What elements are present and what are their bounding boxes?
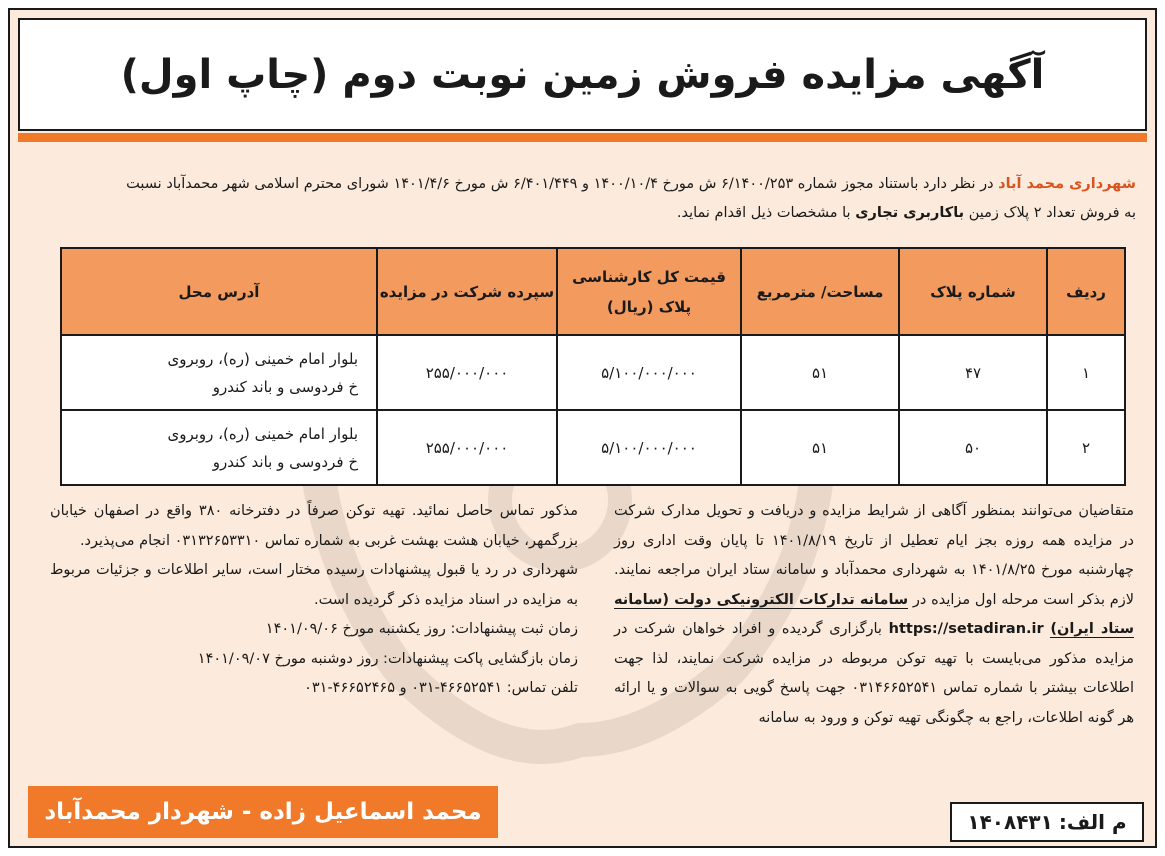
conditions-text-1: متقاضیان می‌توانند بمنظور آگاهی از شرایط مزایده و دریافت و تحویل مدارک شرکت در مزایده همه روزه بجز ایام تعطیل از تاریخ ۱۴۰۱/۸/۱۹ تا پایان وقت اداری روز چهارشنبه مورخ ۱۴۰۱/۸/۲۵ به شهرداری محمدآباد و سامانه ستاد ایران مراجعه نمایند. لازم بذکر است مرحله اول مزایده در xyxy=(614,503,1134,608)
land-table xyxy=(60,247,1126,486)
reference-label: م الف: xyxy=(1058,810,1127,834)
intro-line-1-text: در نظر دارد باستناد مجوز شماره ۶/۱۴۰۰/۲۵۳ ش مورخ ۱۴۰۰/۱۰/۴ و ۶/۴۰۱/۴۴۹ ش مورخ ۱۴۰۱/۴/۶ شورای محترم اسلامی شهر محمدآباد نسبت xyxy=(126,176,999,192)
token-paragraph: مذکور تماس حاصل نمائید. تهیه توکن صرفاً در دفترخانه ۳۸۰ واقع در اصفهان خیابان بزرگمهر، خیابان هشت بهشت غربی به شماره تماس ۰۳۱۳۲۶۵۳۳۱۰ انجام می‌پذیرد. xyxy=(50,503,578,549)
header-address: آدرس محل xyxy=(61,248,377,335)
conditions-paragraph xyxy=(614,497,1134,733)
header-plate: شماره پلاک xyxy=(899,248,1047,335)
rights-paragraph: شهرداری در رد یا قبول پیشنهادات رسیده مختار است، سایر اطلاعات و جزئیات مربوط به مزایده در اسناد مزایده ذکر گردیده است. xyxy=(50,562,578,608)
address-line-1: بلوار امام خمینی (ره)، روبروی xyxy=(167,424,358,443)
setad-url-link[interactable]: https://setadiran.ir xyxy=(888,621,1044,637)
address-line-2: خ فردوسی و باند کندرو xyxy=(212,377,358,396)
intro-line-1 xyxy=(46,170,1136,199)
conditions-right-column xyxy=(614,497,1134,733)
cell-area: ۵۱ xyxy=(741,410,899,485)
cell-plate: ۴۷ xyxy=(899,335,1047,410)
header-price xyxy=(557,248,741,335)
cell-price: ۵/۱۰۰/۰۰۰/۰۰۰ xyxy=(557,410,741,485)
org-name: شهرداری محمد آباد xyxy=(998,176,1136,192)
table-header-row xyxy=(61,248,1125,335)
title-accent-bar xyxy=(18,133,1147,142)
header-area: مساحت/ مترمربع xyxy=(741,248,899,335)
header-price-line-1: قیمت کل کارشناسی xyxy=(572,267,726,286)
header-deposit: سپرده شرکت در مزایده xyxy=(377,248,557,335)
intro-line-2-b: با مشخصات ذیل اقدام نماید. xyxy=(676,205,856,221)
cell-area: ۵۱ xyxy=(741,335,899,410)
reference-number-box xyxy=(950,802,1144,842)
reference-number: ۱۴۰۸۴۳۱ xyxy=(967,810,1053,834)
conditions-text-2: بارگزاری گردیده و افراد خواهان شرکت در مزایده مذکور می‌بایست با تهیه توکن مربوطه در مزایده شرکت نمایند، لذا جهت اطلاعات بیشتر با شماره تماس ۰۳۱۴۶۶۵۲۵۴۱ جهت پاسخ گویی به سوالات و یا ارائه هر گونه اطلاعات، راجع به چگونگی تهیه توکن و ورود به سامانه xyxy=(614,621,1135,726)
cell-address xyxy=(61,335,377,410)
cell-row-number: ۱ xyxy=(1047,335,1125,410)
ad-title: آگهی مزایده فروش زمین نوبت دوم (چاپ اول) xyxy=(120,51,1045,98)
cell-address xyxy=(61,410,377,485)
cell-deposit: ۲۵۵/۰۰۰/۰۰۰ xyxy=(377,410,557,485)
mayor-signature: محمد اسماعیل زاده - شهردار محمدآباد xyxy=(28,786,498,838)
contact-phone: تلفن تماس: ۴۶۶۵۲۵۴۱-۰۳۱ و ۴۶۶۵۲۴۶۵-۰۳۱ xyxy=(304,680,578,696)
table-row xyxy=(61,410,1125,485)
submit-date: زمان ثبت پیشنهادات: روز یکشنبه مورخ ۱۴۰۱/۰۹/۰۶ xyxy=(265,621,578,637)
opening-date: زمان بازگشایی پاکت پیشنهادات: روز دوشنبه مورخ ۱۴۰۱/۰۹/۰۷ xyxy=(197,650,578,667)
intro-line-2-a: به فروش تعداد ۲ پلاک زمین xyxy=(964,205,1136,221)
land-use: باکاربری تجاری xyxy=(855,205,965,221)
cell-plate: ۵۰ xyxy=(899,410,1047,485)
intro-line-2 xyxy=(46,199,1136,228)
ad-sheet xyxy=(8,8,1157,848)
address-line-2: خ فردوسی و باند کندرو xyxy=(212,452,358,471)
header-price-line-2: پلاک (ریال) xyxy=(606,297,692,316)
cell-row-number: ۲ xyxy=(1047,410,1125,485)
table-row xyxy=(61,335,1125,410)
cell-price: ۵/۱۰۰/۰۰۰/۰۰۰ xyxy=(557,335,741,410)
title-box xyxy=(18,18,1147,131)
intro-paragraph xyxy=(46,170,1136,228)
conditions-left-column xyxy=(50,497,578,704)
header-row-number: ردیف xyxy=(1047,248,1125,335)
cell-deposit: ۲۵۵/۰۰۰/۰۰۰ xyxy=(377,335,557,410)
setad-system-name: سامانه تدارکات الکترونیکی دولت (سامانه ستاد ایران) xyxy=(614,591,1134,637)
address-line-1: بلوار امام خمینی (ره)، روبروی xyxy=(167,349,358,368)
